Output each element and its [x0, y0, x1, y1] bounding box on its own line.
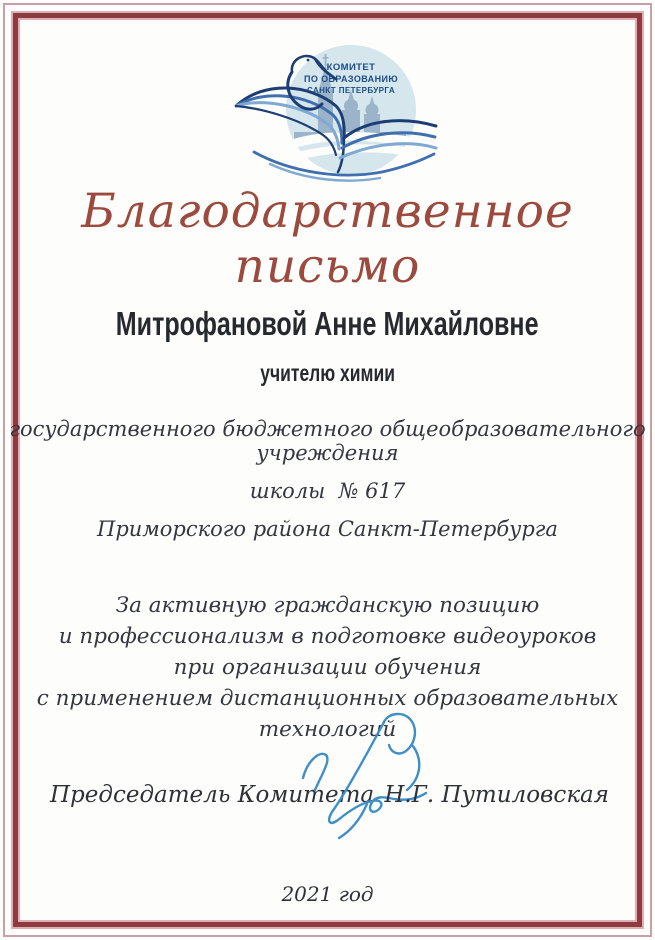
institution-line-1: государственного бюджетного общеобразовательного учреждения — [9, 417, 653, 465]
recipient-role-text: учителю химии — [260, 360, 395, 386]
institution-block — [0, 417, 655, 555]
logo-org-line3: САНКТ ПЕТЕРБУРГА — [306, 86, 396, 95]
recipient-role — [0, 360, 655, 387]
institution-line-3: Приморского района Санкт-Петербурга — [97, 517, 558, 541]
award-reason-line-2: и профессионализм в подготовке видеоуроков — [58, 624, 597, 649]
committee-logo-graphic — [230, 42, 442, 182]
certificate-title: Благодарственное письмо — [81, 184, 574, 294]
year-label: 2021 год — [281, 882, 374, 906]
award-reason-line-3: при организации обучения — [173, 655, 482, 680]
recipient-name — [0, 305, 655, 343]
signer-title: Председатель Комитета — [50, 782, 375, 808]
signer-name: Н.Г. Путиловская — [384, 782, 609, 808]
committee-logo — [230, 42, 442, 182]
award-reason-line-1: За активную гражданскую позицию — [115, 593, 540, 618]
award-reason-line-4: с применением дистанционных образовательных технологий — [36, 686, 619, 742]
logo-org-line2: ПО ОБРАЗОВАНИЮ — [303, 74, 399, 84]
signature-graphic — [287, 712, 439, 842]
logo-org-line1: КОМИТЕТ — [326, 62, 376, 73]
handwritten-signature — [287, 712, 439, 842]
institution-line-2: школы № 617 — [249, 479, 406, 503]
recipient-name-text: Митрофановой Анне Михайловне — [116, 305, 539, 342]
